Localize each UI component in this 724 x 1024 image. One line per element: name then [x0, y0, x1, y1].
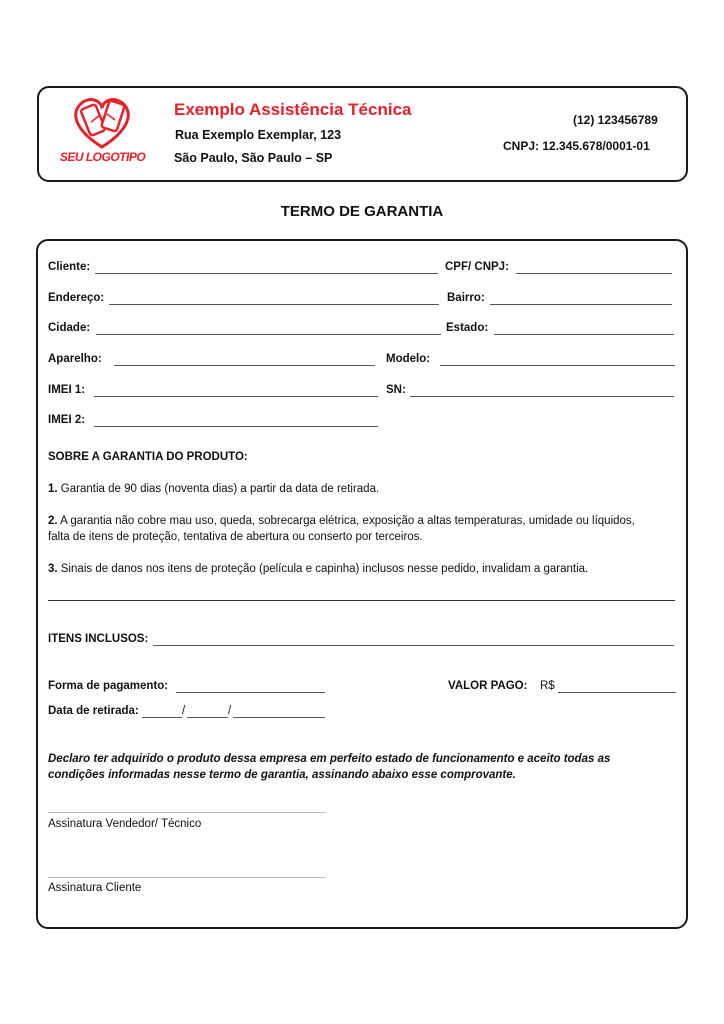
data-retirada-month[interactable] [187, 717, 228, 718]
company-cnpj: CNPJ: 12.345.678/0001-01 [503, 139, 650, 153]
warranty-item-2-text: A garantia não cobre mau uso, queda, sobrecarga elétrica, exposição a altas temperaturas, umidade ou líquidos, [60, 515, 635, 527]
phone-heart-icon [55, 92, 150, 152]
cliente-label: Cliente: [48, 261, 91, 273]
imei2-field[interactable] [94, 426, 378, 427]
estado-field[interactable] [494, 334, 674, 335]
currency-symbol: R$ [540, 680, 555, 692]
modelo-label: Modelo: [386, 353, 431, 365]
bairro-field[interactable] [490, 304, 672, 305]
bairro-label: Bairro: [447, 292, 485, 304]
warranty-item-3-num: 3. [48, 563, 58, 575]
declaration-line-2: condições informadas nesse termo de garantia, assinando abaixo esse comprovante. [48, 769, 516, 781]
valor-pago-label: VALOR PAGO: [448, 680, 528, 692]
sn-field[interactable] [410, 396, 674, 397]
company-phone: (12) 123456789 [573, 113, 658, 127]
valor-pago-field[interactable] [558, 692, 676, 693]
imei2-label: IMEI 2: [48, 414, 86, 426]
aparelho-label: Aparelho: [48, 353, 102, 365]
logo [55, 92, 150, 170]
warranty-heading: SOBRE A GARANTIA DO PRODUTO: [48, 451, 248, 463]
company-address: Rua Exemplo Exemplar, 123 [175, 128, 342, 142]
modelo-field[interactable] [440, 365, 675, 366]
cpf-cnpj-field[interactable] [516, 273, 672, 274]
signature-vendedor-line[interactable] [48, 812, 325, 813]
warranty-item-2-num: 2. [48, 515, 58, 527]
data-retirada-label: Data de retirada: [48, 705, 139, 717]
section-divider [48, 600, 675, 601]
page-title: TERMO DE GARANTIA [280, 203, 444, 220]
forma-pagamento-field[interactable] [176, 692, 325, 693]
signature-vendedor-label: Assinatura Vendedor/ Técnico [48, 818, 202, 830]
warranty-item-3 [48, 563, 588, 575]
warranty-item-1-num: 1. [48, 483, 58, 495]
date-sep-2: / [228, 705, 232, 717]
itens-inclusos-field[interactable] [153, 645, 674, 646]
cidade-label: Cidade: [48, 322, 91, 334]
sn-label: SN: [386, 384, 406, 396]
date-sep-1: / [182, 705, 186, 717]
warranty-item-2-cont: falta de itens de proteção, tentativa de abertura ou conserto por terceiros. [48, 531, 423, 543]
company-name: Exemplo Assistência Técnica [174, 100, 412, 119]
forma-pagamento-label: Forma de pagamento: [48, 680, 169, 692]
warranty-item-2 [48, 515, 635, 527]
endereco-field[interactable] [109, 304, 439, 305]
imei1-label: IMEI 1: [48, 384, 86, 396]
cidade-field[interactable] [96, 334, 441, 335]
warranty-item-1 [48, 483, 379, 495]
signature-cliente-line[interactable] [48, 877, 325, 878]
data-retirada-day[interactable] [142, 717, 182, 718]
company-city: São Paulo, São Paulo – SP [174, 151, 333, 165]
warranty-item-3-text: Sinais de danos nos itens de proteção (película e capinha) inclusos nesse pedido, invalidam a garantia. [60, 563, 589, 575]
cpf-cnpj-label: CPF/ CNPJ: [445, 261, 509, 273]
declaration-line-1: Declaro ter adquirido o produto dessa empresa em perfeito estado de funcionamento e aceito todas as [48, 753, 611, 765]
imei1-field[interactable] [94, 396, 378, 397]
endereco-label: Endereço: [48, 292, 105, 304]
data-retirada-year[interactable] [233, 717, 325, 718]
logo-text: SEU LOGOTIPO [59, 150, 146, 164]
warranty-item-1-text: Garantia de 90 dias (noventa dias) a partir da data de retirada. [60, 483, 380, 495]
aparelho-field[interactable] [114, 365, 375, 366]
signature-cliente-label: Assinatura Cliente [48, 882, 142, 894]
estado-label: Estado: [446, 322, 489, 334]
cliente-field[interactable] [95, 273, 438, 274]
itens-inclusos-label: ITENS INCLUSOS: [48, 633, 149, 645]
